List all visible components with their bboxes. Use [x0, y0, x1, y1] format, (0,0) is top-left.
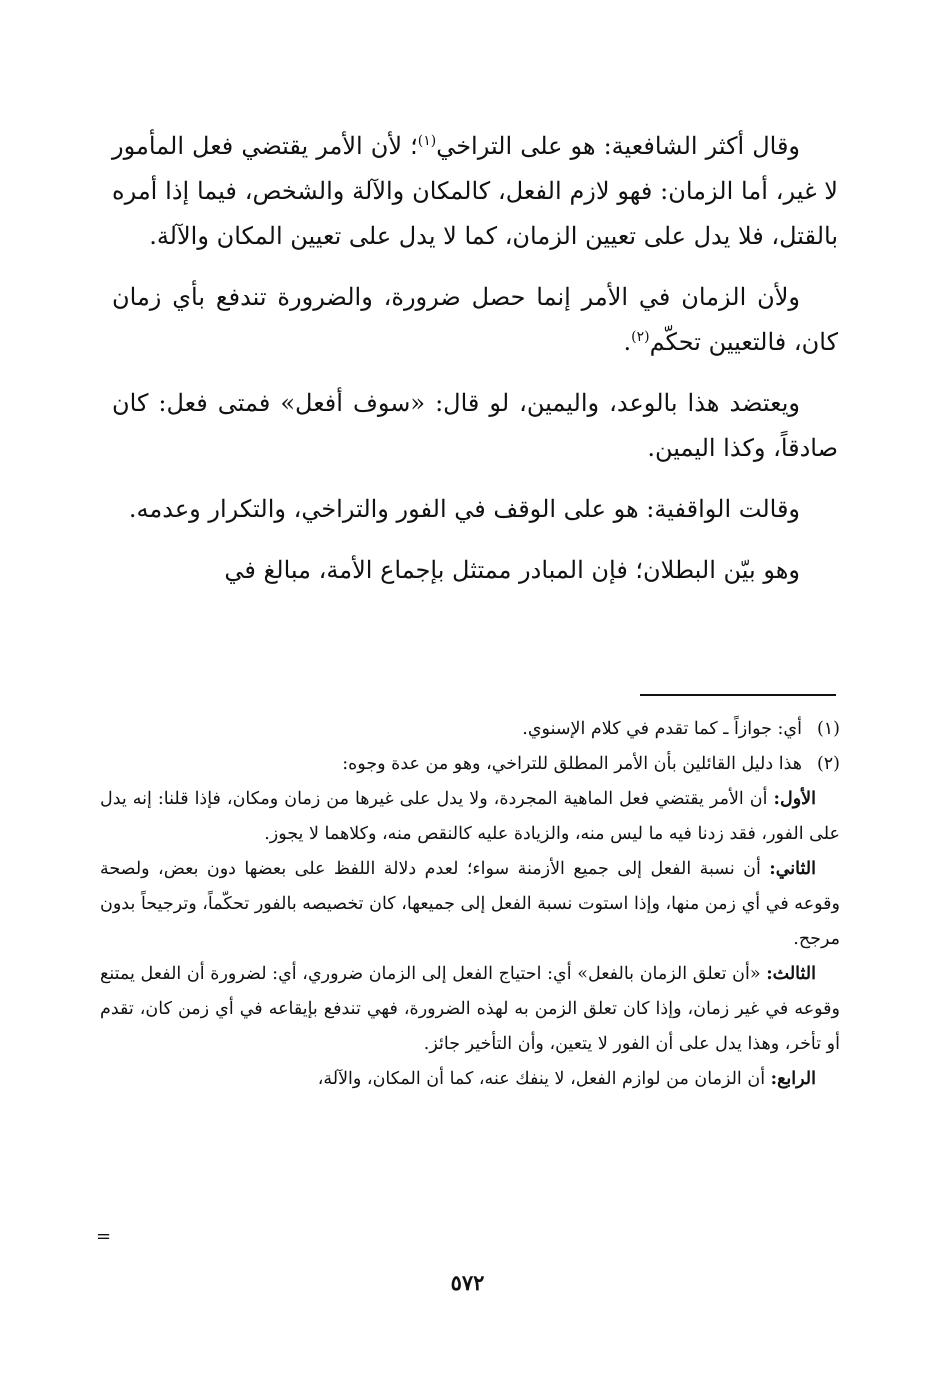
footnotes	[100, 712, 840, 1097]
footnote-point-4: الرابع: أن الزمان من لوازم الفعل، لا ينفك عنه، كما أن المكان، والآلة،	[317, 1069, 816, 1089]
footnote-2: (٢)هذا دليل القائلين بأن الأمر المطلق للتراخي، وهو من عدة وجوه:	[100, 747, 840, 782]
footnote-ref-1[interactable]: (١)	[417, 133, 437, 149]
footnote-point-2: الثاني: أن نسبة الفعل إلى جميع الأزمنة سواء؛ لعدم دلالة اللفظ على بعضها دون بعض، ولصحة وقوعه في أي زمن منها، وإذا استوت نسبة الفعل إلى جميعها، كان تخصيصه بالفور تحكّماً، وترجيحاً بدون مرجح.	[100, 859, 840, 949]
paragraph-5: وهو بيّن البطلان؛ فإن المبادر ممتثل بإجماع الأمة، مبالغ في	[224, 556, 800, 584]
footnote-point-3: الثالث: «أن تعلق الزمان بالفعل» أي: احتياج الفعل إلى الزمان ضروري، أي: لضرورة أن الفعل يمتنع وقوعه في غير زمان، وإذا كان تعلق الزمن به لهذه الضرورة، فهي تندفع بإيقاعه في أي زمن كان، تقدم أو تأخر، وهذا يدل على أن الفور لا يتعين، وأن التأخير جائز.	[100, 964, 840, 1054]
paragraph-1: وقال أكثر الشافعية: هو على التراخي$^{(١)}$؛ لأن الأمر يقتضي فعل المأمور لا غير، أما الزمان: فهو لازم الفعل، كالمكان والآلة والشخص، فيما إذا أمره بالقتل، فلا يدل على تعيين الزمان، كما لا يدل على تعيين المكان والآلة.	[112, 132, 838, 250]
page-number: ٥٧٢	[450, 1270, 485, 1295]
paragraph-4: وقالت الواقفية: هو على الوقف في الفور والتراخي، والتكرار وعدمه.	[128, 495, 800, 523]
paragraph-3: ويعتضد هذا بالوعد، واليمين، لو قال: «سوف أفعل» فمتى فعل: كان صادقاً، وكذا اليمين.	[112, 389, 838, 462]
footnote-point-1: الأول: أن الأمر يقتضي فعل الماهية المجردة، ولا يدل على غيرها من زمان ومكان، فإذا قلنا: إنه يدل على الفور، فقد زدنا فيه ما ليس منه، والزيادة عليه كالنقص منه، وكلاهما لا يجوز.	[100, 789, 840, 844]
footnote-number: (٢)	[816, 754, 840, 774]
footnote-number: (١)	[816, 719, 840, 739]
footnote-1: (١)أي: جوازاً ـ كما تقدم في كلام الإسنوي.	[100, 712, 840, 747]
continuation-mark: =	[96, 1226, 112, 1247]
footnote-ref-2[interactable]: (٢)	[631, 329, 650, 345]
main-text	[112, 124, 838, 609]
footnote-divider	[640, 694, 836, 696]
paragraph-2: ولأن الزمان في الأمر إنما حصل ضرورة، والضرورة تندفع بأي زمان كان، فالتعيين تحكّم$^{(٢)}$.	[112, 283, 838, 356]
